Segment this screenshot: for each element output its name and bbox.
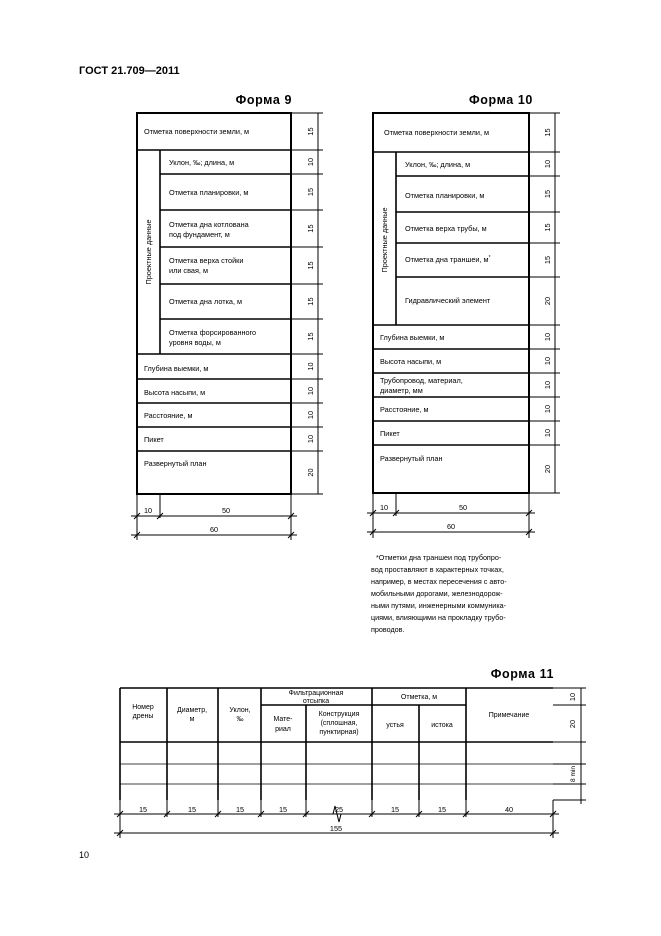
form9-fill-height: Высота насыпи, м xyxy=(144,388,206,397)
form11-mouth: устья xyxy=(386,722,404,729)
form11-construction-1: Конструкция xyxy=(318,711,360,718)
form10-bottom-dims xyxy=(367,493,535,538)
form10-dim-4: 15 xyxy=(543,223,552,232)
form10-dim-9: 10 xyxy=(543,380,552,390)
form9-title: Форма 9 xyxy=(235,93,292,107)
form11-diameter-2: м xyxy=(189,716,195,723)
form10-trench-bottom: Отметка дна траншеи, м* xyxy=(405,255,491,264)
form11-drain-number-2: дрены xyxy=(132,713,154,720)
form9-dim-1: 15 xyxy=(306,127,315,136)
form11-empty-rows xyxy=(120,764,553,784)
svg-text:вод проставляют в характерных: вод проставляют в характерных точках, xyxy=(371,565,504,574)
form9 xyxy=(131,93,323,540)
form9-picket: Пикет xyxy=(144,435,164,444)
form11-material-1: Мате- xyxy=(273,716,293,723)
form9-side-label: Проектные данные xyxy=(144,219,153,285)
form11-slope-2: ‰ xyxy=(236,716,244,723)
form11-title: Форма 11 xyxy=(490,667,554,681)
page-number: 10 xyxy=(79,850,90,860)
form9-ground-level: Отметка поверхности земли, м xyxy=(144,127,250,136)
form10-dim-11: 10 xyxy=(543,428,552,438)
form11-slope-1: Уклон, xyxy=(229,707,251,714)
form11-col-width-5: 25 xyxy=(334,805,344,814)
form10-fill-height: Высота насыпи, м xyxy=(380,357,442,366)
form10-ground-level: Отметка поверхности земли, м xyxy=(384,128,490,137)
form10-dim-bottom-total: 60 xyxy=(446,522,456,531)
form9-forced-level-1: Отметка форсированного xyxy=(169,328,257,337)
svg-text:циями, влияющими на прокладку: циями, влияющими на прокладку трубо- xyxy=(371,613,506,622)
form11-dim-right-1: 10 xyxy=(568,692,577,702)
form11-construction-3: пунктирная) xyxy=(319,729,359,736)
form11-col-width-7: 15 xyxy=(437,805,447,814)
form10-pipe-top: Отметка верха трубы, м xyxy=(405,224,487,233)
form10-dim-2: 10 xyxy=(543,159,552,169)
form10-slope: Уклон, ‰; длина, м xyxy=(405,160,471,169)
form9-pile-top-2: или свая, м xyxy=(169,266,208,275)
form10-distance: Расстояние, м xyxy=(380,405,429,414)
form10-dim-1: 15 xyxy=(543,128,552,137)
form9-pit-bottom-1: Отметка дна котлована xyxy=(169,220,249,229)
doc-code: ГОСТ 21.709—2011 xyxy=(79,65,180,77)
form11-dim-right-3: 8 min xyxy=(570,766,577,782)
form10-dim-10: 10 xyxy=(543,404,552,414)
form11-source: истока xyxy=(431,722,453,729)
form10-dim-7: 10 xyxy=(543,332,552,342)
svg-text:мобильными дорогами, железнодо: мобильными дорогами, железнодорож- xyxy=(371,589,503,598)
form11-material-2: риал xyxy=(275,726,291,733)
form11-col-width-3: 15 xyxy=(235,805,245,814)
form11-right-dims xyxy=(553,688,586,804)
form9-excavation-depth: Глубина выемки, м xyxy=(144,364,209,373)
form10-dim-bottom-left: 10 xyxy=(379,503,389,512)
form11-col-width-2: 15 xyxy=(187,805,197,814)
form11-total-width: 155 xyxy=(329,824,343,833)
form9-dim-3: 15 xyxy=(306,187,315,197)
form11-table-lines xyxy=(120,688,553,800)
svg-text:например, в местах пересечения: например, в местах пересечения с авто- xyxy=(371,577,507,586)
svg-text:проводов.: проводов. xyxy=(371,625,405,634)
form11-col-width-1: 15 xyxy=(138,805,148,814)
form9-dim-2: 10 xyxy=(306,157,315,167)
form9-plan: Развернутый план xyxy=(144,459,207,468)
form11-construction-2: (сплошная, xyxy=(320,720,358,727)
form10-dim-5: 15 xyxy=(543,255,552,265)
form9-slope: Уклон, ‰; длина, м xyxy=(169,158,235,167)
form11-diameter-1: Диаметр, xyxy=(176,707,208,714)
form9-dim-bottom-total: 60 xyxy=(209,525,219,534)
svg-text:*Отметки дна траншеи под трубо: *Отметки дна траншеи под трубопро- xyxy=(376,553,502,562)
form11-filter-bed-1: Фильтрационная xyxy=(288,690,344,697)
form11-dim-right-2: 20 xyxy=(568,719,577,729)
form10-title: Форма 10 xyxy=(469,93,533,107)
form9-dim-6: 15 xyxy=(306,297,315,306)
form9-dim-11: 10 xyxy=(306,434,315,444)
form10-dim-bottom-right: 50 xyxy=(458,503,468,512)
form10-side-label: Проектные данные xyxy=(380,207,389,273)
form9-tray-bottom: Отметка дна лотка, м xyxy=(169,297,243,306)
form10-pipeline-1: Трубопровод, материал, xyxy=(380,376,463,385)
form9-dim-10: 10 xyxy=(306,410,315,420)
form11-col-width-8: 40 xyxy=(504,805,514,814)
form9-dim-12: 20 xyxy=(306,468,315,477)
form9-dim-9: 10 xyxy=(306,386,315,396)
form10-dim-8: 10 xyxy=(543,356,552,366)
form9-dim-4: 15 xyxy=(306,224,315,233)
form9-dim-8: 10 xyxy=(306,362,315,371)
form9-dim-bottom-left: 10 xyxy=(143,506,153,515)
form9-dim-bottom-right: 50 xyxy=(221,506,231,515)
form9-dim-7: 15 xyxy=(306,332,315,341)
form10-picket: Пикет xyxy=(380,429,400,438)
form11-col-width-6: 15 xyxy=(390,805,400,814)
form9-pit-bottom-2: под фундамент, м xyxy=(169,230,230,239)
form11-elevation: Отметка, м xyxy=(400,694,438,701)
form10-grading: Отметка планировки, м xyxy=(405,191,485,200)
svg-text:ными путями, инженерными комму: ными путями, инженерными коммуника- xyxy=(371,601,507,610)
form11 xyxy=(114,667,586,838)
form11-note: Примечание xyxy=(488,712,530,719)
form10-footnote xyxy=(371,553,507,634)
form10-dim-12: 20 xyxy=(543,464,552,474)
form11-col-width-4: 15 xyxy=(278,805,288,814)
form9-dim-5: 15 xyxy=(306,261,315,270)
form9-grading: Отметка планировки, м xyxy=(169,188,249,197)
form10-dim-3: 15 xyxy=(543,189,552,199)
form9-forced-level-2: уровня воды, м xyxy=(169,338,221,347)
form9-pile-top-1: Отметка верха стойки xyxy=(169,256,244,265)
form10-hydraulic: Гидравлический элемент xyxy=(405,296,491,305)
form10-plan: Развернутый план xyxy=(380,454,443,463)
form11-filter-bed-2: отсыпка xyxy=(302,698,330,705)
form10-dim-6: 20 xyxy=(543,296,552,306)
form9-distance: Расстояние, м xyxy=(144,411,193,420)
form11-drain-number-1: Номер xyxy=(132,704,154,711)
form10 xyxy=(367,93,560,634)
form10-pipeline-2: диаметр, мм xyxy=(380,386,423,395)
form10-excavation-depth: Глубина выемки, м xyxy=(380,333,445,342)
